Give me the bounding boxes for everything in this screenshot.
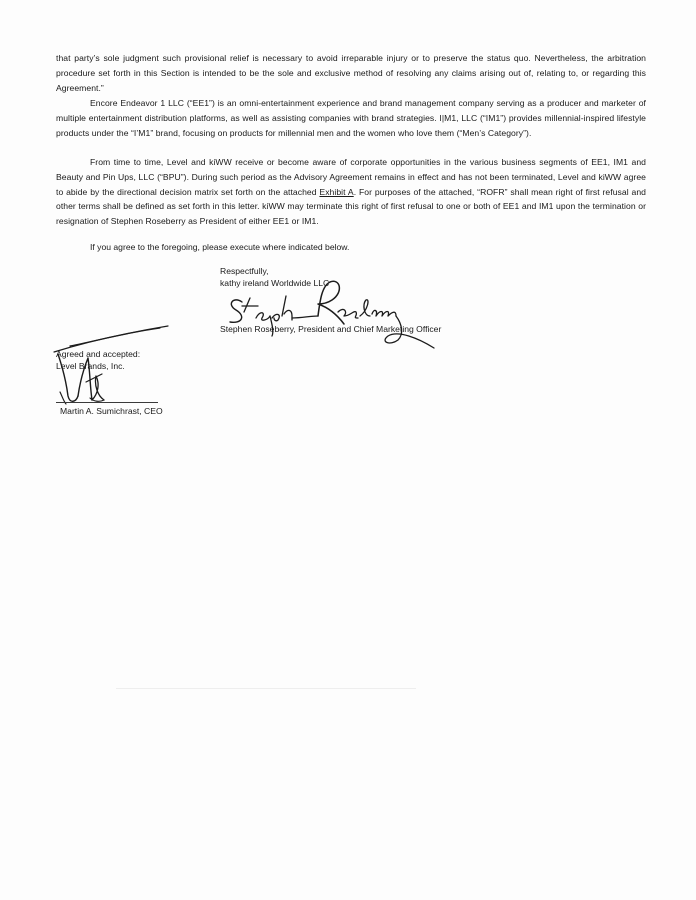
acceptance-company: Level Brands, Inc.: [56, 361, 125, 371]
paragraph-opportunities: [56, 155, 646, 229]
paragraph-opportunities-text: From time to time, Level and kiWW receive or become aware of corporate opportunities in the various business segments of EE1, IM1 and Beauty and Pin Ups, LLC (“BPU”). During such period as the Advisory Agreement remains in effect and has not been terminated, Level and kiWW agree to abide by the directional decision matrix set forth on the attached: [56, 157, 646, 197]
acceptance-signatory: Martin A. Sumichrast, CEO: [60, 406, 163, 416]
paragraph-ee1-im1: Encore Endeavor 1 LLC (“EE1”) is an omni-entertainment experience and brand management company serving as a producer and marketer of multiple entertainment distribution platforms, as well as assisting companies with brand strategies. I|M1, LLC (“IM1”) provides millennial-inspired lifestyle products under the “I’M1” brand, focusing on products for millennial men and the women who love them (“Men’s Category”).: [56, 98, 646, 138]
scan-artifact-line: [116, 688, 416, 689]
exhibit-a-reference: Exhibit A: [319, 186, 354, 197]
closing-company: kathy ireland Worldwide LLC: [220, 278, 330, 288]
acceptance-signature-line: [56, 402, 158, 403]
closing-salutation: Respectfully,: [220, 266, 269, 276]
paragraph-opportunities-tail: . For purposes of the attached, “ROFR” shall mean right of first refusal and other terms shall be defined as set forth in this letter. kiWW may terminate this right of first refusal to one or both of EE1 and IM1 upon the termination or resignation of Stephen Roseberry as President of either EE1 or IM1.: [56, 186, 646, 227]
roseberry-signature: [220, 276, 440, 356]
paragraph-agree: If you agree to the foregoing, please execute where indicated below.: [90, 242, 350, 252]
acceptance-label: Agreed and accepted:: [56, 349, 141, 359]
closing-signatory: Stephen Roseberry, President and Chief Marketing Officer: [220, 324, 442, 334]
paragraph-arbitration: that party’s sole judgment such provisional relief is necessary to avoid irreparable injury or to preserve the status quo. Nevertheless, the arbitration procedure set forth in this Section is intended to be the sole and exclusive method of resolving any claims arising out of, relating to, or regarding this Agreement.”: [56, 53, 646, 93]
